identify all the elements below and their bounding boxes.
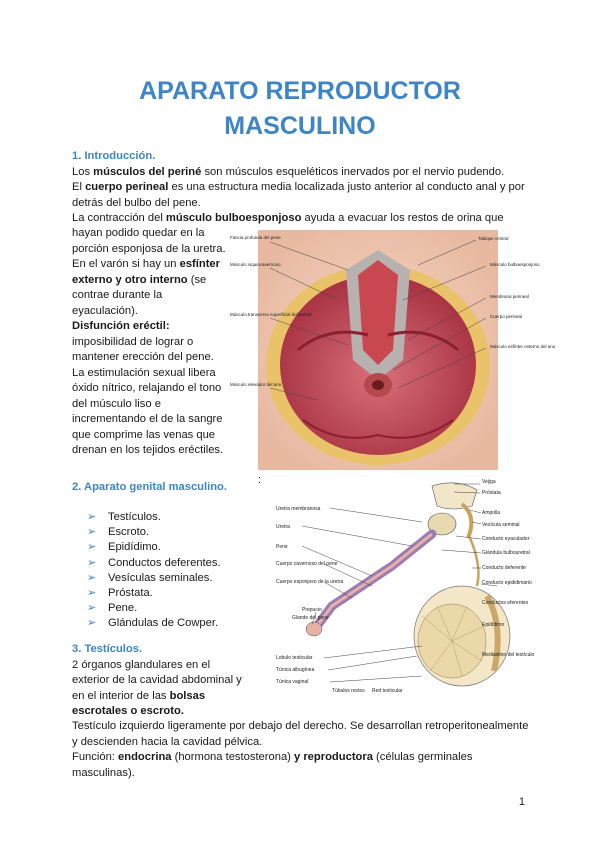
fig2-label-l8: Lobulo testicular xyxy=(276,655,313,661)
fig1-label-r3: Membrana perineal xyxy=(490,294,529,299)
male-genital-diagram xyxy=(272,476,550,696)
list-item: ➢ Próstata. xyxy=(87,586,257,601)
title-line-2: MASCULINO xyxy=(224,112,376,140)
intro-column xyxy=(72,226,230,459)
fig1-label-l1: Fascia profunda del pene xyxy=(230,235,281,240)
list-item: ➢ Pene. xyxy=(87,601,257,616)
arrow-bullet-icon: ➢ xyxy=(87,541,97,554)
section2-block xyxy=(72,480,242,496)
fig2-label-l9: Túnica albugínea xyxy=(276,667,315,673)
title-line-1: APARATO REPRODUCTOR xyxy=(139,77,461,105)
arrow-bullet-icon: ➢ xyxy=(87,602,97,615)
intro-heading: 1. Introducción. xyxy=(72,150,156,162)
fig1-label-l2: Músculo isquiocavernoso xyxy=(230,262,281,267)
intro-para-1: Los músculos del periné son músculos esqueléticos inervados por el nervio pudendo. xyxy=(72,165,505,178)
section2-heading: 2. Aparato genital masculino. xyxy=(72,481,228,493)
fig2-label-l11: Túbulos rectos xyxy=(332,688,365,694)
fig2-label-l2: Uretra xyxy=(276,524,290,530)
fig2-label-l1: Uretra membranosa xyxy=(276,506,321,512)
fig2-label-r9: Conductos eferentes xyxy=(482,600,529,606)
intro-para-4: hayan podido quedar en la porción esponjosa de la uretra. xyxy=(72,227,226,255)
section3-para-3: Función: endocrina (hormona testosterona) y reproductora (células germinales masculinas). xyxy=(72,751,473,779)
fig2-label-r4: Vesícula seminal xyxy=(482,522,520,528)
fig1-label-l3: Músculo transverso superficial del periné xyxy=(230,312,312,317)
section3-para-2: Testículo izquierdo ligeramente por debajo del derecho. Se desarrollan retroperitonealmente y descienden hacia la cavidad pélvica. xyxy=(72,720,529,748)
arrow-bullet-icon: ➢ xyxy=(87,556,97,569)
list-item: ➢ Conductos deferentes. xyxy=(87,556,257,571)
fig2-label-l4: Cuerpo cavernoso del pene xyxy=(276,561,338,567)
fig1-label-r2: Músculo bulboesponjoso xyxy=(490,262,540,267)
list-item: ➢ Escroto. xyxy=(87,525,257,540)
intro-para-3: La contracción del músculo bulboesponjoso ayuda a evacuar los restos de orina que xyxy=(72,212,504,224)
section3-para-1: 2 órganos glandulares en el exterior de la cavidad abdominal y en el interior de las bolsas escrotales o escroto. xyxy=(72,658,242,717)
page-number: 1 xyxy=(518,796,525,808)
dysfunction-para-2: La estimulación sexual libera óxido nítrico, relajando el tono del músculo liso e incrementando el de la sangre que comprime las venas que drenan en los tejidos eréctiles. xyxy=(72,366,224,456)
arrow-bullet-icon: ➢ xyxy=(87,571,97,584)
section3-block xyxy=(72,719,537,781)
list-item: ➢ Testículos. xyxy=(87,510,257,525)
fig2-label-r3: Ampolla xyxy=(482,510,501,516)
fig2-label-r1: Vejiga xyxy=(482,479,496,485)
stray-colon: : xyxy=(258,474,262,486)
list-item: ➢ Vesículas seminales. xyxy=(87,571,257,586)
page-title xyxy=(0,74,600,144)
fig2-label-l5: Cuerpo esponjoso de la uretra xyxy=(276,579,344,585)
fig2-label-l12: Red testicular xyxy=(372,688,403,694)
arrow-bullet-icon: ➢ xyxy=(87,526,97,539)
section3-column xyxy=(72,642,247,720)
intro-block xyxy=(72,149,532,227)
fig1-label-l4: Músculo elevador del ano xyxy=(230,382,282,387)
organ-list xyxy=(87,510,257,632)
fig2-label-r6: Glándula bulbouretral xyxy=(482,550,530,556)
intro-para-2: El cuerpo perineal es una estructura media localizada justo anterior al conducto anal y por detrás del bulbo del pene. xyxy=(72,181,525,209)
list-item: ➢ Epidídimo. xyxy=(87,540,257,555)
fig1-label-r4: Cuerpo perineal xyxy=(490,314,523,319)
fig2-label-r7: Conducto deferente xyxy=(482,565,526,571)
fig2-label-l3: Pene xyxy=(276,544,288,550)
dysfunction-para-1: imposibilidad de lograr o mantener erección del pene. xyxy=(72,335,214,363)
fig2-label-r8: Conducto epididimario xyxy=(482,580,532,586)
fig2-label-r11: Mediastino del testículo xyxy=(482,652,535,658)
list-item: ➢ Glándulas de Cowper. xyxy=(87,616,257,631)
dysfunction-heading: Disfunción eréctil: xyxy=(72,320,170,332)
fig2-label-l6: Prepucio xyxy=(302,607,322,613)
fig2-label-l10: Túnica vaginal xyxy=(276,679,309,685)
intro-para-5: En el varón si hay un esfínter externo y otro interno (se contrae durante la eyaculación). xyxy=(72,258,221,317)
perineum-muscles-figure xyxy=(228,230,556,470)
fig2-label-l7: Glande del pene xyxy=(292,615,329,621)
fig2-label-r5: Conducto eyaculador xyxy=(482,536,530,542)
arrow-bullet-icon: ➢ xyxy=(87,617,97,630)
arrow-bullet-icon: ➢ xyxy=(87,587,97,600)
arrow-bullet-icon: ➢ xyxy=(87,511,97,523)
section3-heading: 3. Testículos. xyxy=(72,643,143,655)
fig2-label-r2: Próstata xyxy=(482,490,501,496)
fig1-label-r1: Tabique central xyxy=(478,236,509,241)
fig1-label-r5: Músculo esfínter externo del ano xyxy=(490,344,556,349)
fig2-label-r10: Epidídimo xyxy=(482,622,505,628)
